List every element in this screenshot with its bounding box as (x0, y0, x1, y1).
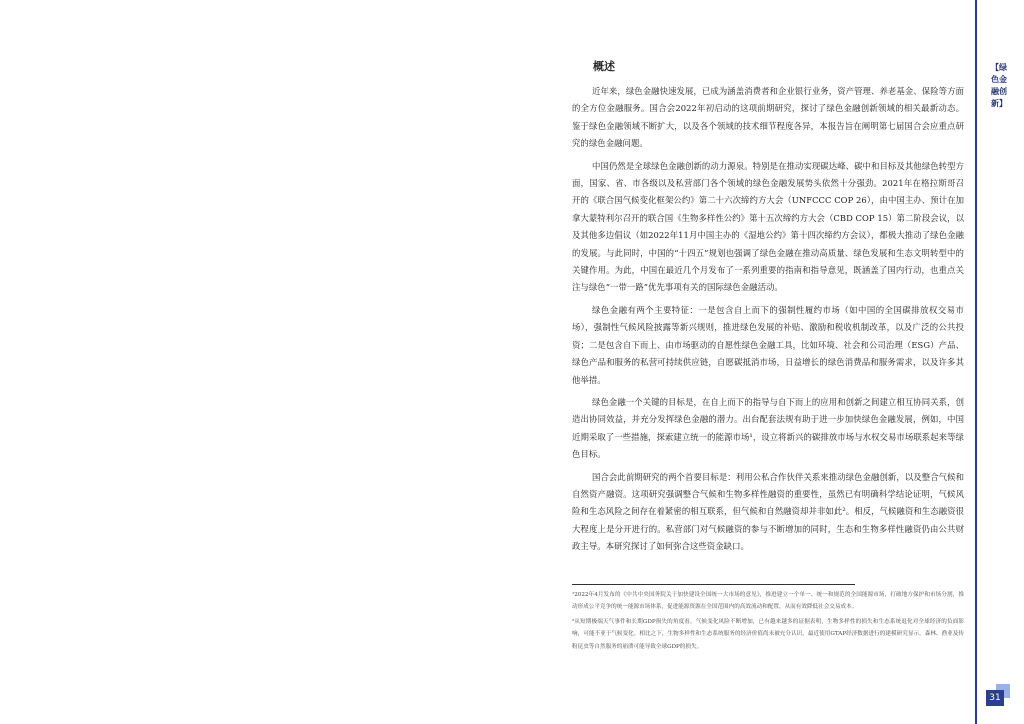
section-heading: 概述 (593, 60, 615, 73)
footnote-divider (572, 584, 855, 585)
footnotes (572, 589, 964, 655)
paragraph-2: 中国仍然是全球绿色金融创新的动力源泉。特别是在推动实现碳达峰、碳中和目标及其他绿色转型方面，国家、省、市各级以及私营部门各个领域的绿色金融发展势头依然十分强劲。2021年在格拉斯哥召开的《联合国气候变化框架公约》第二十六次缔约方大会（UNFCCC COP 26），由中国主办、预计在加拿大蒙特利尔召开的联合国《生物多样性公约》第十五次缔约方大会（CBD COP 15）第二阶段会议，以及其他多边倡议（如2022年11月中国主办的《湿地公约》第十四次缔约方会议），都极大推动了绿色金融的发展。与此同时，中国的“十四五”规划也强调了绿色金融在推动高质量、绿色发展和生态文明转型中的关键作用。为此，中国在最近几个月发布了一系列重要的指南和指导意见，既涵盖了国内行动，也重点关注与绿色“一带一路”优先事项有关的国际绿色金融活动。 (572, 160, 964, 293)
page-number: 31 (986, 690, 1004, 706)
footnote-2: ²从短期极端天气事件和长期GDP损失的角度看，气候变化风险不断增加，已有越来越多的证据表明，生物多样性的损失和生态系统退化对全球经济的负面影响，可能不亚于气候变化。相比之下，生物多样性和生态系统服务的经济价值尚未被充分认识，最近使用GTAP经济数据进行的建模研究显示，森林、渔业及传粉昆虫等自然服务的崩溃可能导致全球GDP的损失。 (572, 618, 964, 650)
paragraph-1: 近年来，绿色金融快速发展，已成为涵盖消费者和企业银行业务，资产管理、养老基金、保险等方面的全方位金融服务。国合会2022年初启动的这项前期研究，探讨了绿色金融创新领域的相关最新动态。鉴于绿色金融领域不断扩大，以及各个领域的技术细节程度各异，本报告旨在阐明第七届国合会应重点研究的绿色金融问题。 (572, 86, 964, 149)
chapter-side-label: 【绿色金融创新】 (991, 63, 1007, 108)
footnote-1: ¹2022年4月发布的《中共中央国务院关于加快建设全国统一大市场的意见》，推进建立一个单一、统一和规范的全国能源市场，打破地方保护和市场分割，推动形成公平竞争的统一能源市场体系，促进能源资源在全国范围内的高效流动和配置，从而有效降低社会交易成本。 (572, 592, 964, 611)
vertical-rule (975, 0, 977, 724)
paragraph-5: 国合会此前期研究的两个首要目标是：利用公私合作伙伴关系来推动绿色金融创新，以及整合气候和自然资产融资。这项研究强调整合气候和生物多样性融资的重要性，虽然已有明确科学结论证明，气候风险和生态风险之间存在着紧密的相互联系，但气候和自然融资却并非如此²。相反，气候融资和生态融资很大程度上是分开进行的。私营部门对气候融资的参与不断增加的同时，生态和生物多样性融资仍由公共财政主导。本研究探讨了如何弥合这些资金缺口。 (572, 471, 964, 552)
main-content (572, 58, 964, 561)
paragraph-3: 绿色金融有两个主要特征：一是包含自上而下的强制性履约市场（如中国的全国碳排放权交易市场），强制性气候风险披露等新兴规则，推进绿色发展的补贴、激励和税收机制改革，以及广泛的公共投资；二是包含自下而上、由市场驱动的自愿性绿色金融工具，比如环境、社会和公司治理（ESG）产品、绿色产品和服务的私营可持续供应链，自愿碳抵消市场，日益增长的绿色消费品和服务需求，以及许多其他举措。 (572, 304, 964, 385)
paragraph-4: 绿色金融一个关键的目标是，在自上而下的指导与自下而上的应用和创新之间建立相互协同关系，创造出协同效益，并充分发挥绿色金融的潜力。出台配套法规有助于进一步加快绿色金融发展，例如，中国近期采取了一些措施，探索建立统一的能源市场¹，设立将新兴的碳排放市场与水权交易市场联系起来等绿色目标。 (572, 396, 964, 460)
